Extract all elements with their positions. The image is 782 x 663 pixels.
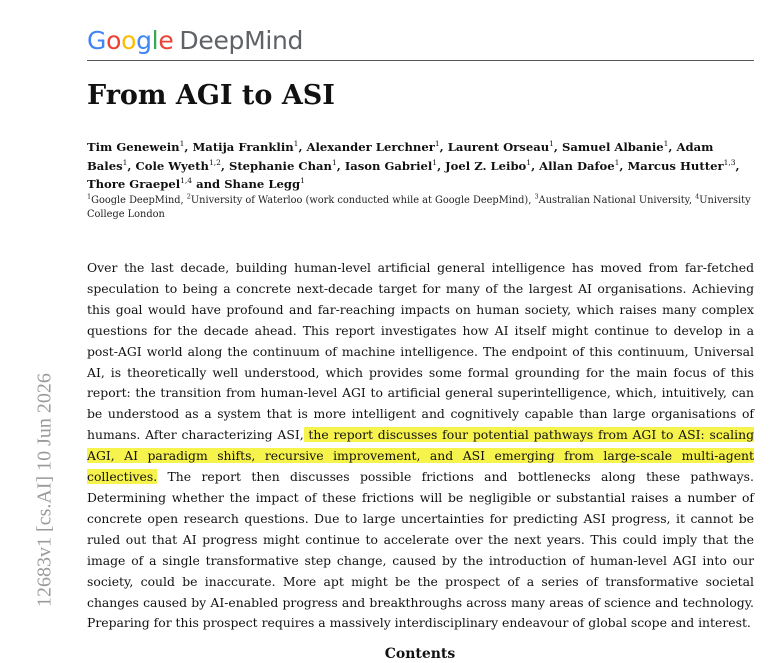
author-affiliation-marker: 1,3 xyxy=(723,157,736,167)
author-affiliation-marker: 1 xyxy=(179,139,185,149)
logo-deepmind-text: DeepMind xyxy=(179,26,304,55)
author-affiliation-marker: 1 xyxy=(293,139,299,149)
header-rule xyxy=(87,60,754,61)
author-affiliation-marker: 1,2 xyxy=(208,157,221,167)
author-name: Allan Dafoe xyxy=(539,158,615,173)
logo-letter-g: G xyxy=(87,26,107,55)
logo-letter-o1: o xyxy=(106,26,122,55)
google-deepmind-logo xyxy=(87,26,303,55)
author-name: Marcus Hutter xyxy=(627,158,724,173)
author-name: Shane Legg xyxy=(224,177,301,191)
author-name: Samuel Albanie xyxy=(562,140,664,154)
author-affiliation-marker: 1 xyxy=(122,157,128,167)
author-list: Tim Genewein$^1$, Matija Franklin$^1$, Alexander Lerchner$^1$, Laurent Orseau$^1$, Samuel Albanie$^1$, Adam Bales$^1$, Cole Wyeth$^{1,2}$, Stephanie Chan$^1$, Iason Gabriel$^1$, Joel Z. Leibo$^1$, Allan Dafoe$^1$, Marcus Hutter$^{1,3}$, Thore Graepel$^{1,4}$ and Shane Legg$^1$ xyxy=(87,139,740,191)
logo-letter-l: l xyxy=(151,26,159,55)
affiliation-marker: 2 xyxy=(186,192,191,201)
affiliation-text: University of Waterloo (work conducted while at Google DeepMind), xyxy=(190,195,535,206)
author-name: Laurent Orseau xyxy=(447,140,550,154)
logo-letter-e: e xyxy=(158,26,174,55)
author-affiliation-marker: 1 xyxy=(434,139,440,149)
affiliations xyxy=(87,194,754,222)
author-name: Adam Bales xyxy=(87,140,714,173)
affiliation-marker: 4 xyxy=(695,192,700,201)
affiliation-text: University College London xyxy=(87,195,751,220)
authors-and: and xyxy=(196,177,225,191)
abstract-text: Over the last decade, building human-level artificial general intelligence has moved from far-fetched speculation to being a concrete next-decade target for many of the largest AI organisations. Achieving this goal would have profound and far-reaching impacts on human society, which raises many complex questions for the decade ahead. This report investigates how AI itself might continue to develop in a post-AGI world along the continuum of machine intelligence. The endpoint of this continuum, Universal AI, is theoretically well understood, which provides some formal grounding for the main focus of this report: the transition from human-level AGI to artificial general superintelligence, which, intuitively, can be understood as a system that is more intelligent and cognitively capable than large organisations of humans. After characterizing ASI, xyxy=(87,260,754,443)
logo-letter-g2: g xyxy=(136,26,152,55)
author-affiliation-marker: 1 xyxy=(331,157,337,167)
contents-heading: Contents xyxy=(384,646,456,662)
author-name: Alexander Lerchner xyxy=(306,140,435,154)
author-name: Matija Franklin xyxy=(192,140,294,154)
affiliation-marker: 1 xyxy=(87,192,92,201)
author-name: Iason Gabriel xyxy=(344,158,433,173)
paper-title: From AGI to ASI xyxy=(87,80,335,111)
logo-letter-o2: o xyxy=(121,26,137,55)
abstract-text-continued: The report then discusses possible frictions and bottlenecks along these pathways. Determining whether the impact of these frictions will be negligible or substantial raises a number of concrete open research questions. Due to large uncertainties for predicting ASI progress, it cannot be ruled out that AI progress might continue to accelerate over the next years. This could imply that the image of a single transformative step change, caused by the introduction of human-level AGI into our society, could be inaccurate. More apt might be the prospect of a series of transformative societal changes caused by AI-enabled progress and breakthroughs across many areas of science and technology. Preparing for this prospect requires a massively interdisciplinary endeavour of global scope and interest. xyxy=(87,469,754,631)
author-name: Thore Graepel xyxy=(87,177,181,191)
affiliation-marker: 3 xyxy=(534,192,539,201)
author-affiliation-marker: 1,4 xyxy=(180,176,193,186)
author-name: Tim Genewein xyxy=(87,140,180,154)
author-name: Cole Wyeth xyxy=(135,158,209,173)
author-affiliation-marker: 1 xyxy=(549,139,554,149)
abstract xyxy=(87,258,754,634)
author-affiliation-marker: 1 xyxy=(614,157,620,167)
author-affiliation-marker: 1 xyxy=(300,176,305,186)
affiliation-text: Australian National University, xyxy=(538,195,696,206)
abstract-highlighted-text: the report discusses four potential pathways from AGI to ASI: scaling AGI, AI paradigm shifts, recursive improvement, and ASI emerging from large-scale multi-agent collectives. xyxy=(87,427,754,485)
author-affiliation-marker: 1 xyxy=(663,139,669,149)
affiliation-text: Google DeepMind, xyxy=(91,195,187,206)
author-name: Joel Z. Leibo xyxy=(445,158,527,173)
author-affiliation-marker: 1 xyxy=(526,157,532,167)
author-name: Stephanie Chan xyxy=(228,158,332,173)
arxiv-stamp: 12683v1 [cs.AI] 10 Jun 2026 xyxy=(33,373,56,607)
author-affiliation-marker: 1 xyxy=(432,157,438,167)
